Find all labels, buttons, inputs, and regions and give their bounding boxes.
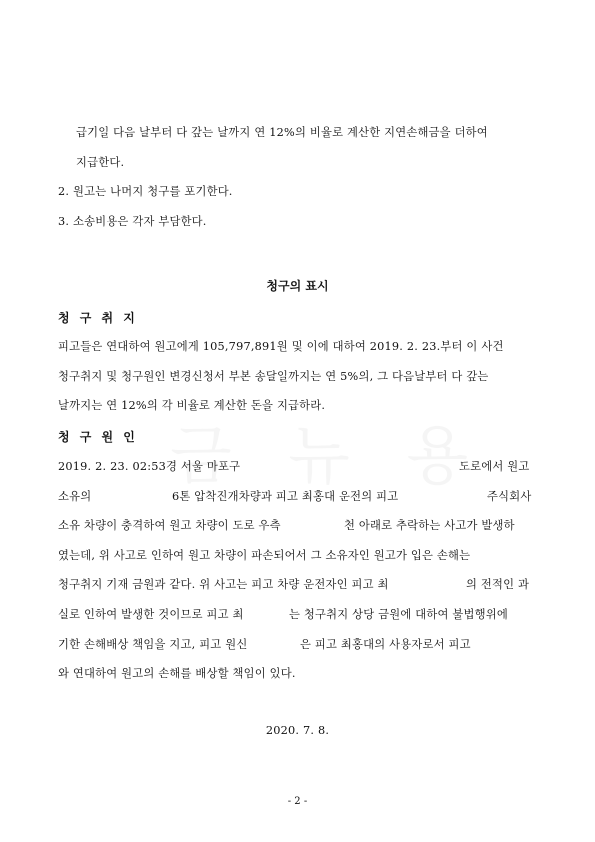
text-segment: 기한 손해배상 책임을 지고, 피고 원신 <box>58 638 248 651</box>
watermark <box>170 405 486 497</box>
text-line: 급기일 다음 날부터 다 갚는 날까지 연 12%의 비율로 계산한 지연손해금을 더하여 <box>76 126 488 139</box>
list-item: 3. 소송비용은 각자 부담한다. <box>58 215 207 228</box>
text-line: 지급한다. <box>76 156 125 169</box>
text-line: 였는데, 위 사고로 인하여 원고 차량이 파손되어서 그 소유자인 원고가 입은 손해는 <box>58 549 471 562</box>
text-line: 날까지는 연 12%의 각 비율로 계산한 돈을 지급하라. <box>58 399 326 412</box>
text-segment: 천 아래로 추락하는 사고가 발생하 <box>344 519 515 532</box>
page-number: - 2 - <box>287 796 308 807</box>
text-segment: 2019. 2. 23. 02:53경 서울 마포구 <box>58 460 241 473</box>
text-segment: 소유 차량이 충격하여 원고 차량이 도로 우측 <box>58 519 281 532</box>
text-segment: 의 전적인 과 <box>466 578 530 591</box>
list-item: 2. 원고는 나머지 청구를 포기한다. <box>58 185 233 198</box>
text-line: 와 연대하여 원고의 손해를 배상할 책임이 있다. <box>58 667 296 680</box>
text-segment: 은 피고 최홍대의 사용자로서 피고 <box>300 638 471 651</box>
claim-cause-heading: 청 구 원 인 <box>58 430 138 444</box>
text-segment: 주식회사 <box>487 490 532 503</box>
text-segment: 실로 인하여 발생한 것이므로 피고 최 <box>58 608 244 621</box>
text-segment: 소유의 <box>58 490 92 503</box>
claim-purpose-heading: 청 구 취 지 <box>58 311 138 325</box>
text-segment: 도로에서 원고 <box>459 460 530 473</box>
text-line: 피고들은 연대하여 원고에게 105,797,891원 및 이에 대하여 2019. 2. 23.부터 이 사건 <box>58 340 504 353</box>
document-date: 2020. 7. 8. <box>265 724 330 737</box>
text-line: 청구취지 및 청구원인 변경신청서 부본 송달일까지는 연 5%의, 그 다음날부터 다 갚는 <box>58 370 489 383</box>
text-segment: 는 청구취지 상당 금원에 대하여 불법행위에 <box>289 608 508 621</box>
text-segment: 청구취지 기재 금원과 같다. 위 사고는 피고 차량 운전자인 피고 최 <box>58 578 389 591</box>
section-title: 청구의 표시 <box>266 279 329 293</box>
text-segment: 6톤 압착진개차량과 피고 최홍대 운전의 피고 <box>172 490 399 503</box>
